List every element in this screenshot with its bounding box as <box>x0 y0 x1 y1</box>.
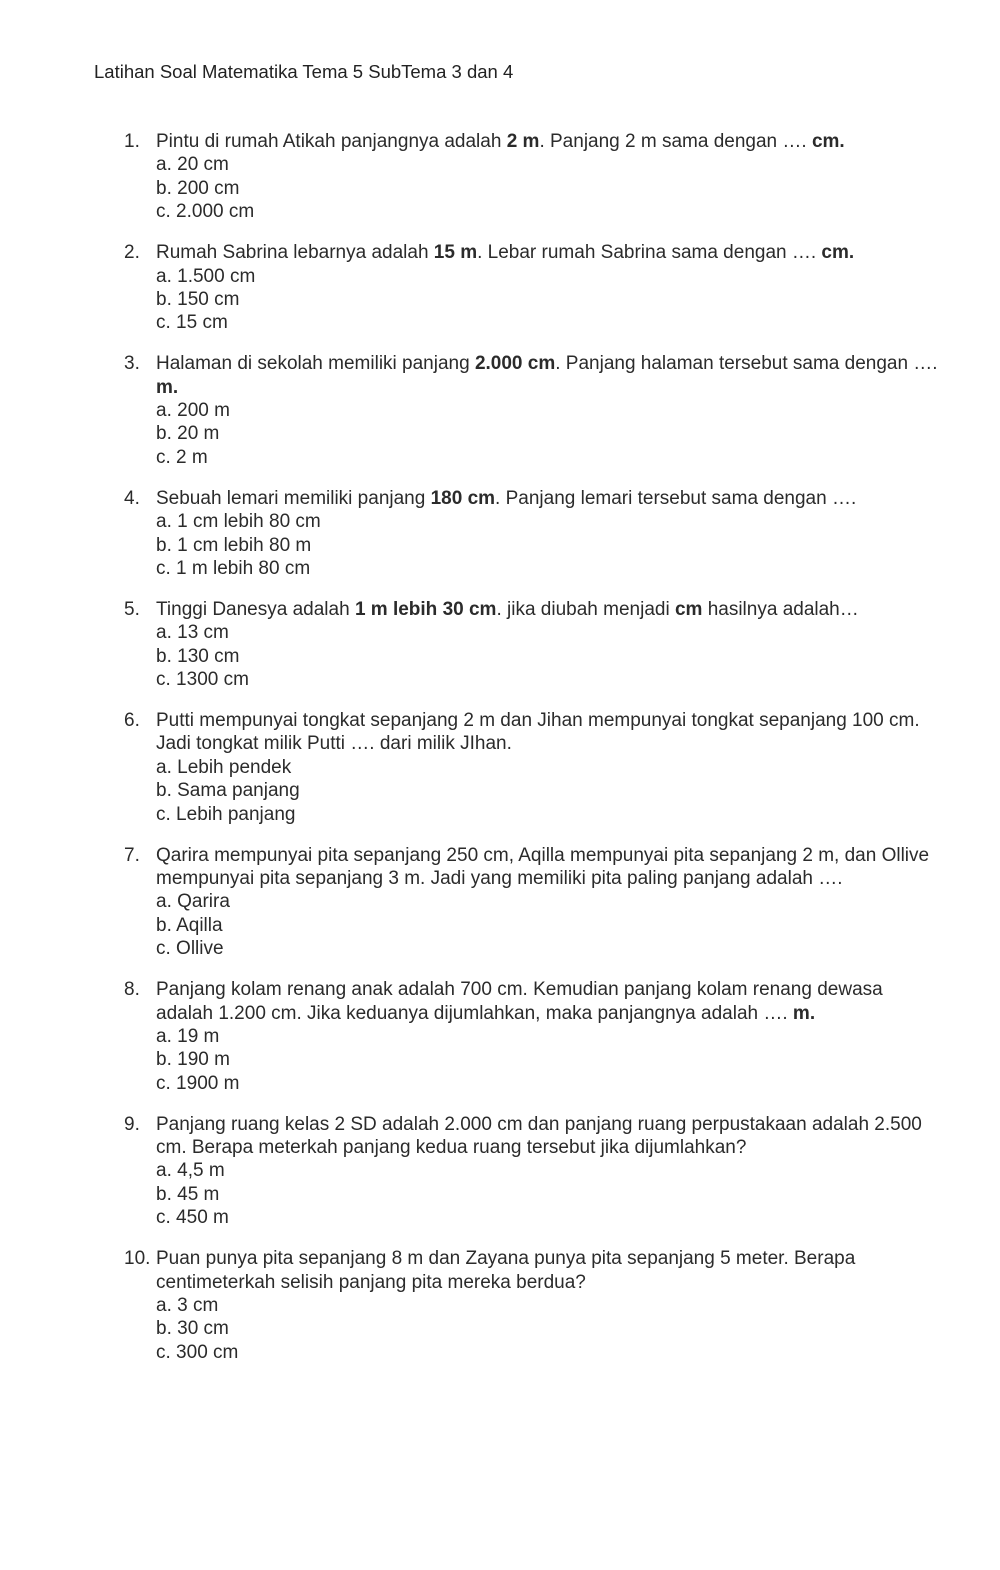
answer-option: c. Ollive <box>156 938 224 960</box>
question-text <box>156 487 940 510</box>
question-text <box>156 598 940 621</box>
answer-option: a. 19 m <box>156 1025 220 1047</box>
answer-options <box>156 621 940 691</box>
answer-option: a. 4,5 m <box>156 1160 225 1182</box>
answer-option: b. Aqilla <box>156 914 223 936</box>
question-text-segment: . Panjang 2 m sama dengan …. <box>539 131 812 152</box>
answer-option: a. 1.500 cm <box>156 265 256 287</box>
question-text <box>156 1247 940 1294</box>
question-text-segment: Puan punya pita sepanjang 8 m dan Zayana punya pita sepanjang 5 meter. Berapa centimeterkah selisih panjang pita mereka berdua? <box>156 1248 856 1293</box>
answer-option: a. 1 cm lebih 80 cm <box>156 511 321 533</box>
question-text-emphasis: 15 m <box>433 242 478 264</box>
question-text-segment: Sebuah lemari memiliki panjang <box>156 487 431 509</box>
answer-option: a. 200 m <box>156 400 230 422</box>
question-text-segment: Halaman di sekolah memiliki panjang <box>156 353 475 375</box>
answer-option: c. 1900 m <box>156 1072 240 1094</box>
answer-options <box>156 153 940 223</box>
question-text-emphasis: 1 m lebih 30 cm <box>354 598 497 620</box>
question-text-segment: Putti mempunyai tongkat sepanjang 2 m dan Jihan mempunyai tongkat sepanjang 100 cm. Jadi tongkat milik Putti …. dari milik JIhan. <box>156 710 920 755</box>
question-number: 8. <box>124 979 140 1001</box>
answer-option: c. 15 cm <box>156 312 228 334</box>
question-text-emphasis: cm <box>674 598 703 620</box>
question-text <box>156 130 940 153</box>
answer-options <box>156 399 940 469</box>
question-number: 7. <box>124 844 140 866</box>
question-number: 2. <box>124 242 140 264</box>
question-item <box>0 709 1000 826</box>
answer-option: c. 2 m <box>156 446 208 468</box>
answer-option: a. 13 cm <box>156 622 229 644</box>
question-text-segment: Qarira mempunyai pita sepanjang 250 cm, Aqilla mempunyai pita sepanjang 2 m, dan Ollive mempunyai pita sepanjang 3 m. Jadi yang memiliki pita paling panjang adalah …. <box>156 844 930 889</box>
question-item <box>0 1247 1000 1364</box>
question-item <box>0 352 1000 469</box>
question-text <box>156 978 940 1025</box>
document-title: Latihan Soal Matematika Tema 5 SubTema 3 dan 4 <box>94 61 514 82</box>
answer-option: c. 1300 cm <box>156 669 249 691</box>
question-item <box>0 130 1000 224</box>
answer-option: c. 300 cm <box>156 1341 239 1363</box>
answer-option: b. 1 cm lebih 80 m <box>156 534 312 556</box>
question-text-segment: . Panjang lemari tersebut sama dengan …. <box>495 487 857 509</box>
answer-option: c. 2.000 cm <box>156 201 255 223</box>
question-text-emphasis: m. <box>156 376 179 398</box>
answer-options <box>156 265 940 335</box>
answer-option: a. Lebih pendek <box>156 756 292 778</box>
answer-options <box>156 756 940 826</box>
question-text-segment: Tinggi Danesya adalah <box>156 598 355 620</box>
question-text-segment: . Lebar rumah Sabrina sama dengan …. <box>477 242 822 264</box>
answer-options <box>156 510 940 580</box>
answer-option: b. 30 cm <box>156 1318 229 1340</box>
question-text-segment: Panjang kolam renang anak adalah 700 cm. Kemudian panjang kolam renang dewasa adalah 1.200 cm. Jika keduanya dijumlahkan, maka panjangnya adalah …. <box>156 979 883 1024</box>
question-text <box>156 1113 940 1160</box>
answer-option: b. 150 cm <box>156 288 240 310</box>
question-text-emphasis: 2.000 cm <box>474 353 556 375</box>
question-item <box>0 844 1000 961</box>
question-number: 10. <box>124 1248 151 1270</box>
answer-option: a. 20 cm <box>156 154 229 176</box>
answer-options <box>156 890 940 960</box>
question-text-emphasis: cm. <box>811 131 845 152</box>
question-text-segment: Panjang ruang kelas 2 SD adalah 2.000 cm dan panjang ruang perpustakaan adalah 2.500 cm. Berapa meterkah panjang kedua ruang tersebut jika dijumlahkan? <box>156 1113 922 1159</box>
question-text-segment: . jika diubah menjadi <box>496 598 675 620</box>
question-text <box>156 844 940 891</box>
question-text-emphasis: 180 cm <box>430 487 496 509</box>
question-number: 3. <box>124 353 140 375</box>
answer-option: a. 3 cm <box>156 1294 219 1316</box>
question-item <box>0 598 1000 692</box>
question-number: 4. <box>124 487 140 509</box>
question-number: 9. <box>124 1113 140 1135</box>
answer-option: b. 190 m <box>156 1049 230 1071</box>
answer-option: b. 200 cm <box>156 177 240 199</box>
question-text <box>156 241 940 264</box>
question-number: 1. <box>124 131 140 152</box>
question-text-segment: . Panjang halaman tersebut sama dengan …. <box>555 353 938 375</box>
question-text-segment: hasilnya adalah… <box>702 598 859 620</box>
answer-option: c. Lebih panjang <box>156 803 296 825</box>
question-number: 5. <box>124 598 140 620</box>
answer-option: b. 130 cm <box>156 645 240 667</box>
answer-option: b. 45 m <box>156 1183 220 1205</box>
question-item <box>0 978 1000 1095</box>
question-item <box>0 487 1000 581</box>
question-text-emphasis: cm. <box>821 242 855 264</box>
answer-options <box>156 1159 940 1229</box>
question-item <box>0 1113 1000 1230</box>
question-list <box>0 130 1000 1382</box>
answer-option: a. Qarira <box>156 891 230 913</box>
answer-options <box>156 1025 940 1095</box>
answer-options <box>156 1294 940 1364</box>
answer-option: c. 450 m <box>156 1207 229 1229</box>
question-text <box>156 352 940 399</box>
question-number: 6. <box>124 710 140 732</box>
question-text <box>156 709 940 756</box>
answer-option: c. 1 m lebih 80 cm <box>156 558 311 579</box>
question-item <box>0 241 1000 335</box>
question-text-segment: Rumah Sabrina lebarnya adalah <box>156 242 434 264</box>
question-text-emphasis: 2 m <box>506 131 540 152</box>
question-text-segment: Pintu di rumah Atikah panjangnya adalah <box>156 131 507 152</box>
question-text-emphasis: m. <box>792 1002 816 1024</box>
answer-option: b. Sama panjang <box>156 780 300 802</box>
answer-option: b. 20 m <box>156 423 220 445</box>
